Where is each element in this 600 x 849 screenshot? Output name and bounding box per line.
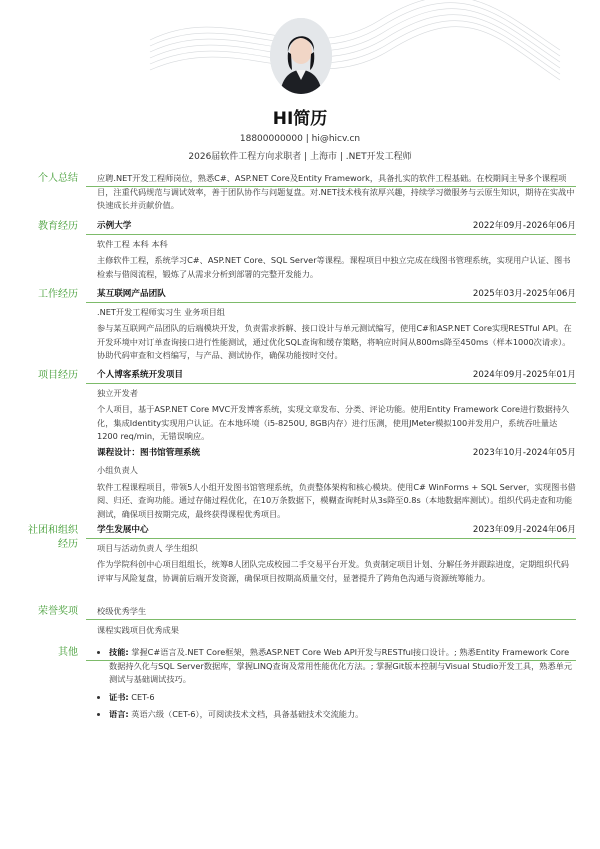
contact-line: 18800000000 | hi@hicv.cn — [239, 134, 361, 144]
resume-name: HI简历 — [272, 109, 328, 129]
project-role: 小组负责人 — [97, 465, 138, 475]
campus-date: 2023年09月-2024年06月 — [472, 525, 576, 535]
other-item-value: CET-6 — [131, 691, 155, 702]
award-item: 课程实践项目优秀成果 — [97, 624, 179, 635]
project-title: 个人博客系统开发项目 — [97, 370, 183, 380]
other-item-key: 语言: — [109, 709, 129, 719]
section-label: 社团和组织经历 — [28, 525, 78, 550]
work-text: 参与某互联网产品团队的后端模块开发，负责需求拆解、接口设计与单元测试编写，使用C#和ASP.NET Core实现RESTful API。在开发环境中对订单查询接口进行性能测试，通过优化SQL查询和缓存策略，将响应时间从800ms降至450ms（样本1000次请求）。协助代码审查和文档编写，与产品、测试协作，确保功能按时交付。 — [97, 323, 572, 360]
education-text: 主修软件工程，系统学习C#、ASP.NET Core、SQL Server等课程。课程项目中独立完成在线图书管理系统，实现用户认证、图书检索与借阅流程，锻炼了从需求分析到部署的完整开发能力。 — [97, 255, 571, 279]
degree: 软件工程 本科 本科 — [97, 238, 168, 249]
work-date: 2025年03月-2025年06月 — [472, 289, 576, 299]
school-name: 示例大学 — [97, 221, 132, 231]
award-item: 校级优秀学生 — [97, 606, 147, 616]
project-role: 独立开发者 — [97, 387, 138, 398]
section-label: 其他 — [58, 647, 78, 658]
company-name: 某互联网产品团队 — [97, 289, 166, 299]
project-text: 软件工程课程项目，带领5人小组开发图书馆管理系统，负责整体架构和核心模块。使用C# WinForms + SQL Server，实现图书借阅、归还、查询功能。通过存储过程优化，在10万条数据下，模糊查询耗时从3s降至0.8s（本地数据库测试）。组织代码走查和功能测试，确保项目按期完成，最终获得课程优秀项目。 — [97, 481, 576, 519]
other-item-key: 技能: — [109, 647, 129, 657]
summary-text: 应聘.NET开发工程师岗位，熟悉C#、ASP.NET Core及Entity Framework，具备扎实的软件工程基础。在校期间主导多个课程项目，注重代码规范与调试效率，善于团队协作与问题复盘。对.NET技术栈有浓厚兴趣，持续学习微服务与云原生知识，期待在实战中快速成长并贡献价值。 — [97, 173, 575, 210]
work-role: .NET开发工程师实习生 业务项目组 — [97, 306, 225, 317]
other-item-key: 证书: — [109, 691, 129, 702]
section-label: 教育经历 — [38, 221, 78, 232]
section-label: 荣誉奖项 — [38, 606, 78, 617]
org-name: 学生发展中心 — [97, 525, 149, 535]
other-item-value: 掌握C#语言及.NET Core框架，熟悉ASP.NET Core Web API开发与RESTful接口设计。; 熟悉Entity Framework Core数据持久化与SQL Server数据库，掌握LINQ查询及常用性能优化方法。; 掌握Git版本控制与Visual Studio开发工具，熟悉单元测试与基础调试技巧。 — [109, 647, 573, 684]
project-date: 2024年09月-2025年01月 — [472, 370, 576, 380]
section-label: 个人总结 — [38, 173, 78, 184]
campus-text: 作为学院科创中心项目组组长，统筹8人团队完成校园二手交易平台开发。负责制定项目计划、分解任务并跟踪进度，定期组织代码评审与风险复盘，协调前后端开发资源，确保项目按期高质量交付，显著提升了跨角色沟通与资源统筹能力。 — [97, 559, 569, 583]
other-item — [109, 691, 576, 705]
campus-role: 项目与活动负责人 学生组织 — [97, 542, 198, 553]
project-date: 2023年10月-2024年05月 — [472, 447, 576, 458]
other-item — [109, 708, 576, 722]
other-item — [109, 646, 576, 687]
section-label: 项目经历 — [38, 370, 78, 381]
other-item-value: 英语六级（CET-6），可阅读技术文档，具备基础技术交流能力。 — [131, 709, 364, 719]
job-intent: 2026届软件工程方向求职者 | 上海市 | .NET开发工程师 — [188, 152, 412, 162]
education-date: 2022年09月-2026年06月 — [472, 221, 576, 231]
section-label: 工作经历 — [38, 289, 78, 300]
avatar — [270, 18, 332, 94]
project-title: 课程设计：图书馆管理系统 — [97, 447, 201, 458]
project-text: 个人项目，基于ASP.NET Core MVC开发博客系统，实现文章发布、分类、评论功能。使用Entity Framework Core进行数据持久化，集成Identity实现用户认证。在本地环境（i5-8250U, 8GB内存）进行压测，使用JMeter模拟100并发用户，系统吞吐量达1200 req/min，无错误响应。 — [97, 404, 570, 441]
